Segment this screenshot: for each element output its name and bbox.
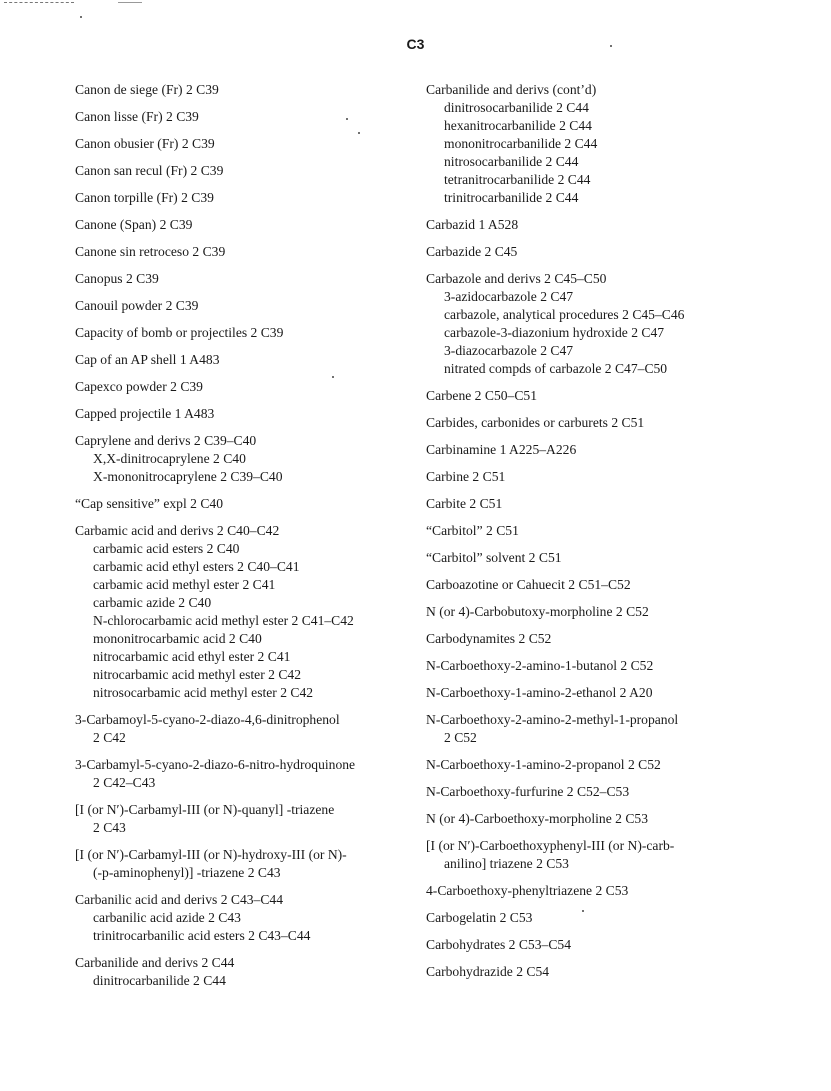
index-entry bbox=[75, 954, 405, 990]
entry-continuation: 2 C42–C43 bbox=[93, 775, 156, 790]
entry-heading: N-Carboethoxy-furfurine 2 C52–C53 bbox=[426, 784, 630, 799]
entry-subitem: carbazole, analytical procedures 2 C45–C46 bbox=[444, 307, 685, 322]
index-entry bbox=[75, 846, 405, 882]
entry-heading: N-Carboethoxy-1-amino-2-ethanol 2 A20 bbox=[426, 685, 653, 700]
entry-heading: Carbine 2 C51 bbox=[426, 469, 506, 484]
entry-subitem: carbamic acid ethyl esters 2 C40–C41 bbox=[93, 559, 300, 574]
page-header: C3 bbox=[406, 36, 425, 52]
index-entry bbox=[75, 324, 405, 342]
entry-subitem: X,X-dinitrocaprylene 2 C40 bbox=[93, 451, 246, 466]
index-entry bbox=[426, 414, 756, 432]
index-entry bbox=[75, 162, 405, 180]
entry-heading: Canouil powder 2 C39 bbox=[75, 298, 199, 313]
entry-heading: Carbides, carbonides or carburets 2 C51 bbox=[426, 415, 645, 430]
index-entry bbox=[426, 387, 756, 405]
entry-subitem: nitrated compds of carbazole 2 C47–C50 bbox=[444, 361, 668, 376]
index-entry bbox=[426, 468, 756, 486]
index-entry bbox=[426, 963, 756, 981]
entry-heading: [I (or N′)-Carboethoxyphenyl-III (or N)-carb- bbox=[426, 838, 675, 853]
entry-heading: Capexco powder 2 C39 bbox=[75, 379, 203, 394]
index-entry bbox=[75, 297, 405, 315]
entry-heading: Capped projectile 1 A483 bbox=[75, 406, 215, 421]
entry-subitem: carbazole-3-diazonium hydroxide 2 C47 bbox=[444, 325, 665, 340]
entry-subitem: trinitrocarbanilide 2 C44 bbox=[444, 190, 579, 205]
index-entry bbox=[426, 936, 756, 954]
scan-speck bbox=[80, 16, 82, 18]
entry-subitem: nitrosocarbanilide 2 C44 bbox=[444, 154, 579, 169]
entry-heading: 3-Carbamoyl-5-cyano-2-diazo-4,6-dinitrophenol bbox=[75, 712, 340, 727]
index-entry bbox=[75, 432, 405, 486]
entry-heading: [I (or N′)-Carbamyl-III (or N)-hydroxy-III (or N)- bbox=[75, 847, 347, 862]
entry-heading: Canopus 2 C39 bbox=[75, 271, 159, 286]
entry-heading: Carbanilide and derivs (cont’d) bbox=[426, 82, 597, 97]
index-entry bbox=[426, 495, 756, 513]
index-entry bbox=[75, 522, 405, 702]
index-entry bbox=[426, 783, 756, 801]
entry-subitem: carbamic acid esters 2 C40 bbox=[93, 541, 240, 556]
entry-heading: Carbanilic acid and derivs 2 C43–C44 bbox=[75, 892, 284, 907]
entry-heading: Canon torpille (Fr) 2 C39 bbox=[75, 190, 214, 205]
entry-subitem: X-mononitrocaprylene 2 C39–C40 bbox=[93, 469, 283, 484]
entry-continuation: anilino] triazene 2 C53 bbox=[444, 856, 569, 871]
entry-heading: N-Carboethoxy-2-amino-1-butanol 2 C52 bbox=[426, 658, 654, 673]
index-entry bbox=[75, 378, 405, 396]
entry-subitem: mononitrocarbamic acid 2 C40 bbox=[93, 631, 262, 646]
entry-heading: Canon de siege (Fr) 2 C39 bbox=[75, 82, 219, 97]
index-entry bbox=[75, 108, 405, 126]
scan-speck bbox=[582, 910, 584, 912]
entry-heading: Canon lisse (Fr) 2 C39 bbox=[75, 109, 199, 124]
index-entry bbox=[75, 270, 405, 288]
index-entry bbox=[426, 522, 756, 540]
entry-heading: “Cap sensitive” expl 2 C40 bbox=[75, 496, 223, 511]
index-entry bbox=[426, 882, 756, 900]
entry-heading: N-Carboethoxy-1-amino-2-propanol 2 C52 bbox=[426, 757, 661, 772]
entry-continuation: 2 C52 bbox=[444, 730, 477, 745]
entry-heading: Cap of an AP shell 1 A483 bbox=[75, 352, 220, 367]
entry-heading: Carbene 2 C50–C51 bbox=[426, 388, 538, 403]
index-entry bbox=[426, 270, 756, 378]
entry-subitem: mononitrocarbanilide 2 C44 bbox=[444, 136, 598, 151]
index-entry bbox=[75, 243, 405, 261]
entry-heading: Carbite 2 C51 bbox=[426, 496, 503, 511]
entry-heading: Canone (Span) 2 C39 bbox=[75, 217, 193, 232]
entry-heading: Carbanilide and derivs 2 C44 bbox=[75, 955, 235, 970]
entry-subitem: dinitrosocarbanilide 2 C44 bbox=[444, 100, 589, 115]
index-entry bbox=[426, 909, 756, 927]
entry-heading: 3-Carbamyl-5-cyano-2-diazo-6-nitro-hydroquinone bbox=[75, 757, 356, 772]
entry-subitem: nitrosocarbamic acid methyl ester 2 C42 bbox=[93, 685, 314, 700]
index-entry bbox=[426, 630, 756, 648]
scan-artifact-line bbox=[4, 2, 74, 4]
entry-continuation: (-p-aminophenyl)] -triazene 2 C43 bbox=[93, 865, 281, 880]
index-entry bbox=[426, 81, 756, 207]
index-entry bbox=[75, 756, 405, 792]
index-entry bbox=[426, 711, 756, 747]
index-entry bbox=[75, 135, 405, 153]
entry-heading: Caprylene and derivs 2 C39–C40 bbox=[75, 433, 257, 448]
index-entry bbox=[426, 549, 756, 567]
entry-heading: “Carbitol” solvent 2 C51 bbox=[426, 550, 562, 565]
entry-continuation: 2 C43 bbox=[93, 820, 126, 835]
index-entry bbox=[75, 81, 405, 99]
entry-heading: Canone sin retroceso 2 C39 bbox=[75, 244, 226, 259]
index-entry bbox=[75, 216, 405, 234]
index-column-right bbox=[426, 81, 756, 990]
index-entry bbox=[75, 801, 405, 837]
index-entry bbox=[426, 810, 756, 828]
entry-heading: Canon san recul (Fr) 2 C39 bbox=[75, 163, 224, 178]
scan-speck bbox=[332, 376, 334, 378]
scan-artifact-line bbox=[118, 2, 142, 4]
index-column-left bbox=[75, 81, 405, 999]
entry-subitem: N-chlorocarbamic acid methyl ester 2 C41–C42 bbox=[93, 613, 354, 628]
entry-subitem: carbanilic acid azide 2 C43 bbox=[93, 910, 241, 925]
index-entry bbox=[426, 603, 756, 621]
entry-heading: Carbazole and derivs 2 C45–C50 bbox=[426, 271, 607, 286]
index-entry bbox=[75, 351, 405, 369]
entry-subitem: 3-diazocarbazole 2 C47 bbox=[444, 343, 574, 358]
entry-heading: Carbodynamites 2 C52 bbox=[426, 631, 552, 646]
index-entry bbox=[75, 405, 405, 423]
index-entry bbox=[426, 441, 756, 459]
index-entry bbox=[75, 495, 405, 513]
scan-speck bbox=[346, 118, 348, 120]
entry-subitem: tetranitrocarbanilide 2 C44 bbox=[444, 172, 591, 187]
entry-subitem: trinitrocarbanilic acid esters 2 C43–C44 bbox=[93, 928, 311, 943]
index-entry bbox=[75, 891, 405, 945]
entry-heading: N-Carboethoxy-2-amino-2-methyl-1-propanol bbox=[426, 712, 679, 727]
entry-heading: N (or 4)-Carbobutoxy-morpholine 2 C52 bbox=[426, 604, 649, 619]
scan-speck bbox=[610, 45, 612, 47]
entry-heading: 4-Carboethoxy-phenyltriazene 2 C53 bbox=[426, 883, 629, 898]
entry-subitem: carbamic acid methyl ester 2 C41 bbox=[93, 577, 276, 592]
index-entry bbox=[426, 216, 756, 234]
entry-subitem: dinitrocarbanilide 2 C44 bbox=[93, 973, 226, 988]
entry-heading: Carbinamine 1 A225–A226 bbox=[426, 442, 577, 457]
entry-heading: Carbazid 1 A528 bbox=[426, 217, 519, 232]
entry-heading: Carbohydrates 2 C53–C54 bbox=[426, 937, 571, 952]
index-entry bbox=[426, 243, 756, 261]
entry-subitem: hexanitrocarbanilide 2 C44 bbox=[444, 118, 592, 133]
index-entry bbox=[426, 657, 756, 675]
entry-heading: Carbogelatin 2 C53 bbox=[426, 910, 533, 925]
index-entry bbox=[75, 189, 405, 207]
entry-subitem: carbamic azide 2 C40 bbox=[93, 595, 212, 610]
entry-heading: Carboazotine or Cahuecit 2 C51–C52 bbox=[426, 577, 631, 592]
entry-heading: Capacity of bomb or projectiles 2 C39 bbox=[75, 325, 284, 340]
entry-heading: Carbohydrazide 2 C54 bbox=[426, 964, 550, 979]
index-entry bbox=[75, 711, 405, 747]
entry-heading: Carbamic acid and derivs 2 C40–C42 bbox=[75, 523, 280, 538]
entry-subitem: nitrocarbamic acid methyl ester 2 C42 bbox=[93, 667, 301, 682]
index-entry bbox=[426, 576, 756, 594]
entry-heading: Canon obusier (Fr) 2 C39 bbox=[75, 136, 215, 151]
entry-heading: “Carbitol” 2 C51 bbox=[426, 523, 519, 538]
entry-heading: Carbazide 2 C45 bbox=[426, 244, 518, 259]
entry-subitem: 3-azidocarbazole 2 C47 bbox=[444, 289, 574, 304]
entry-subitem: nitrocarbamic acid ethyl ester 2 C41 bbox=[93, 649, 291, 664]
entry-heading: N (or 4)-Carboethoxy-morpholine 2 C53 bbox=[426, 811, 648, 826]
index-entry bbox=[426, 684, 756, 702]
entry-continuation: 2 C42 bbox=[93, 730, 126, 745]
index-entry bbox=[426, 756, 756, 774]
index-entry bbox=[426, 837, 756, 873]
scan-speck bbox=[358, 132, 360, 134]
entry-heading: [I (or N′)-Carbamyl-III (or N)-quanyl] -triazene bbox=[75, 802, 335, 817]
